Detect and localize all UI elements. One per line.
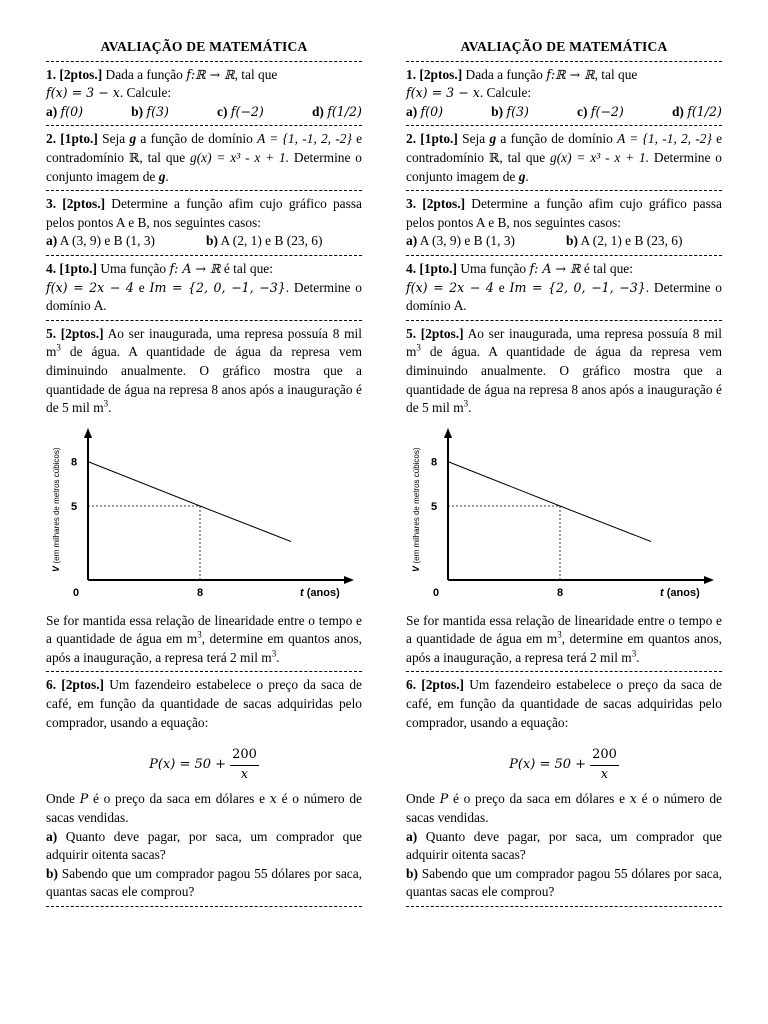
divider: [46, 320, 362, 321]
divider: [46, 125, 362, 126]
price-formula: P(x) = 50 + $\frac{200}{x}$: [509, 747, 617, 782]
option-b: b) f(3): [131, 103, 169, 119]
question-1: [46, 66, 362, 122]
formula-description: Onde P é o preço da saca em dólares e x é o número de sacas vendidas.: [46, 791, 362, 826]
question-label: 5. [2ptos.]: [46, 325, 104, 341]
question-text: , tal que: [594, 66, 638, 82]
question-5-followup: Se for mantida essa relação de linearidade entre o tempo e a quantidade de água em $m^3$, determine em quantos anos, após a inauguração, a represa terá 2 mil $m^3$.: [406, 612, 723, 665]
options-row: [46, 103, 362, 122]
question-label: 5. [2ptos.]: [406, 325, 464, 341]
divider: [46, 61, 362, 62]
data-line: [88, 461, 291, 541]
question-label: 4. [1pto.]: [46, 260, 97, 276]
question-text: . Calcule:: [479, 85, 532, 101]
option-b: b) f(3): [491, 103, 529, 119]
divider: [46, 906, 362, 907]
y-tick-label: 8: [70, 456, 78, 469]
question-label: 6. [2ptos.]: [406, 677, 465, 693]
exam-column-left: [46, 38, 362, 911]
option-a: a) Quanto deve pagar, por saca, um comprador que adquirir oitenta sacas?: [46, 828, 362, 863]
y-tick-label: 8: [430, 456, 438, 469]
math-expression: f:ℝ → ℝ: [186, 66, 235, 82]
math-expression: f:ℝ → ℝ: [546, 66, 595, 82]
question-4: 4. [1pto.] Uma função f: A → ℝ é tal que: f(x) = 2x − 4 e Im = {2, 0, −1, −3}. Determine o domínio A.: [406, 260, 722, 314]
option-a: a) A (3, 9) e B (1, 3): [406, 233, 515, 249]
divider: [406, 320, 722, 321]
options-row: [406, 103, 722, 122]
question-4: 4. [1pto.] Uma função f: A → ℝ é tal que: f(x) = 2x − 4 e Im = {2, 0, −1, −3}. Determine o domínio A.: [46, 260, 362, 314]
page-title: AVALIAÇÃO DE MATEMÁTICA: [100, 39, 308, 54]
question-3: 3. [2ptos.] Determine a função afim cujo gráfico passa pelos pontos A e B, nos seguintes casos: a) A (3, 9) e B (1, 3) b) A (2, 1) e B (23, 6): [46, 195, 362, 251]
question-2: 2. [1pto.] Seja g a função de domínio A = {1, -1, 2, -2} e contradomínio ℝ, tal que g(x) = x³ - x + 1. Determine o conjunto imagem de g.: [406, 131, 723, 184]
question-6: 6. [2ptos.] Um fazendeiro estabelece o preço da saca de café, em função da quantidade de sacas adquiridas pelo comprador, usando a equação: P(x) = 50 + $\frac{200}{x}$ Onde P é o preço da saca em dólares e x é o número de sacas vendidas. a) Quanto deve pagar, por saca, um comprador que adquirir oitenta sacas? b) Sabendo que um comprador pagou 55 dólares por saca, quantas sacas ele comprou?: [46, 676, 362, 902]
y-axis-arrow: [84, 428, 92, 438]
formula-description: Onde P é o preço da saca em dólares e x é o número de sacas vendidas.: [406, 791, 722, 826]
question-label: 1. [2ptos.]: [406, 66, 463, 82]
option-a: a) A (3, 9) e B (1, 3): [46, 233, 155, 249]
divider: [46, 190, 362, 191]
x-tick-label: 0: [432, 586, 440, 599]
question-label: 1. [2ptos.]: [46, 66, 103, 82]
question-5: 5. [2ptos.] Ao ser inaugurada, uma represa possuía 8 mil $m^3$ de água. A quantidade de água da represa vem diminuindo anualmente. O gráfico mostra que a quantidade de água na represa 8 anos após a inauguração é de 5 mil $m^3$.: [46, 325, 362, 416]
question-1: [406, 66, 722, 122]
x-tick-label: 8: [196, 586, 204, 599]
question-text: . Calcule:: [119, 85, 172, 101]
option-a: a) Quanto deve pagar, por saca, um comprador que adquirir oitenta sacas?: [406, 828, 722, 863]
question-2: 2. [1pto.] Seja g a função de domínio A = {1, -1, 2, -2} e contradomínio ℝ, tal que g(x) = x³ - x + 1. Determine o conjunto imagem de g.: [46, 131, 363, 184]
question-label: 2. [1pto.]: [406, 131, 458, 147]
option-c: c) f(−2): [577, 103, 624, 119]
divider: [406, 190, 722, 191]
water-volume-chart: [46, 424, 362, 604]
divider: [406, 125, 722, 126]
x-axis-label: t (anos): [300, 586, 340, 599]
option-b: b) A (2, 1) e B (23, 6): [566, 233, 683, 249]
y-tick-label: 5: [70, 500, 78, 513]
question-text: Dada a função: [102, 66, 187, 82]
option-d: d) f(1/2): [311, 103, 362, 119]
y-axis-label: V (em milhares de metros cúbicos): [411, 447, 421, 572]
price-formula: P(x) = 50 + $\frac{200}{x}$: [149, 747, 257, 782]
divider: [406, 61, 722, 62]
options-row: [46, 232, 362, 251]
question-6: 6. [2ptos.] Um fazendeiro estabelece o preço da saca de café, em função da quantidade de sacas adquiridas pelo comprador, usando a equação: P(x) = 50 + $\frac{200}{x}$ Onde P é o preço da saca em dólares e x é o número de sacas vendidas. a) Quanto deve pagar, por saca, um comprador que adquirir oitenta sacas? b) Sabendo que um comprador pagou 55 dólares por saca, quantas sacas ele comprou?: [406, 676, 722, 902]
x-axis-arrow: [344, 576, 354, 584]
y-tick-label: 5: [430, 500, 438, 513]
options-row: [406, 232, 722, 251]
page-title: AVALIAÇÃO DE MATEMÁTICA: [460, 39, 668, 54]
question-5-followup: Se for mantida essa relação de linearidade entre o tempo e a quantidade de água em $m^3$, determine em quantos anos, após a inauguração, a represa terá 2 mil $m^3$.: [46, 612, 363, 665]
question-label: 3. [2ptos.]: [406, 196, 466, 212]
option-a: a) f(0): [406, 103, 444, 119]
option-b: b) Sabendo que um comprador pagou 55 dólares por saca, quantas sacas ele comprou?: [46, 865, 362, 900]
question-label: 4. [1pto.]: [406, 260, 457, 276]
divider: [406, 255, 722, 256]
question-5: 5. [2ptos.] Ao ser inaugurada, uma represa possuía 8 mil $m^3$ de água. A quantidade de água da represa vem diminuindo anualmente. O gráfico mostra que a quantidade de água na represa 8 anos após a inauguração é de 5 mil $m^3$.: [406, 325, 722, 416]
x-axis-arrow: [704, 576, 714, 584]
question-label: 6. [2ptos.]: [46, 677, 105, 693]
y-axis-label: V (em milhares de metros cúbicos): [51, 447, 61, 572]
option-b: b) Sabendo que um comprador pagou 55 dólares por saca, quantas sacas ele comprou?: [406, 865, 722, 900]
option-a: a) f(0): [46, 103, 84, 119]
x-tick-label: 8: [556, 586, 564, 599]
divider: [46, 671, 362, 672]
question-text: Dada a função: [462, 66, 547, 82]
divider: [406, 906, 722, 907]
x-tick-label: 0: [72, 586, 80, 599]
question-label: 3. [2ptos.]: [46, 196, 106, 212]
option-b: b) A (2, 1) e B (23, 6): [206, 233, 323, 249]
x-axis-label: t (anos): [660, 586, 700, 599]
option-c: c) f(−2): [217, 103, 264, 119]
divider: [46, 255, 362, 256]
question-label: 2. [1pto.]: [46, 131, 98, 147]
divider: [406, 671, 722, 672]
math-expression: f(x) = 3 − x: [406, 85, 480, 101]
question-text: , tal que: [234, 66, 278, 82]
option-d: d) f(1/2): [671, 103, 722, 119]
exam-column-right: [406, 38, 722, 911]
data-line: [448, 461, 651, 541]
question-3: 3. [2ptos.] Determine a função afim cujo gráfico passa pelos pontos A e B, nos seguintes casos: a) A (3, 9) e B (1, 3) b) A (2, 1) e B (23, 6): [406, 195, 722, 251]
math-expression: f(x) = 3 − x: [46, 85, 120, 101]
water-volume-chart: [406, 424, 722, 604]
y-axis-arrow: [444, 428, 452, 438]
